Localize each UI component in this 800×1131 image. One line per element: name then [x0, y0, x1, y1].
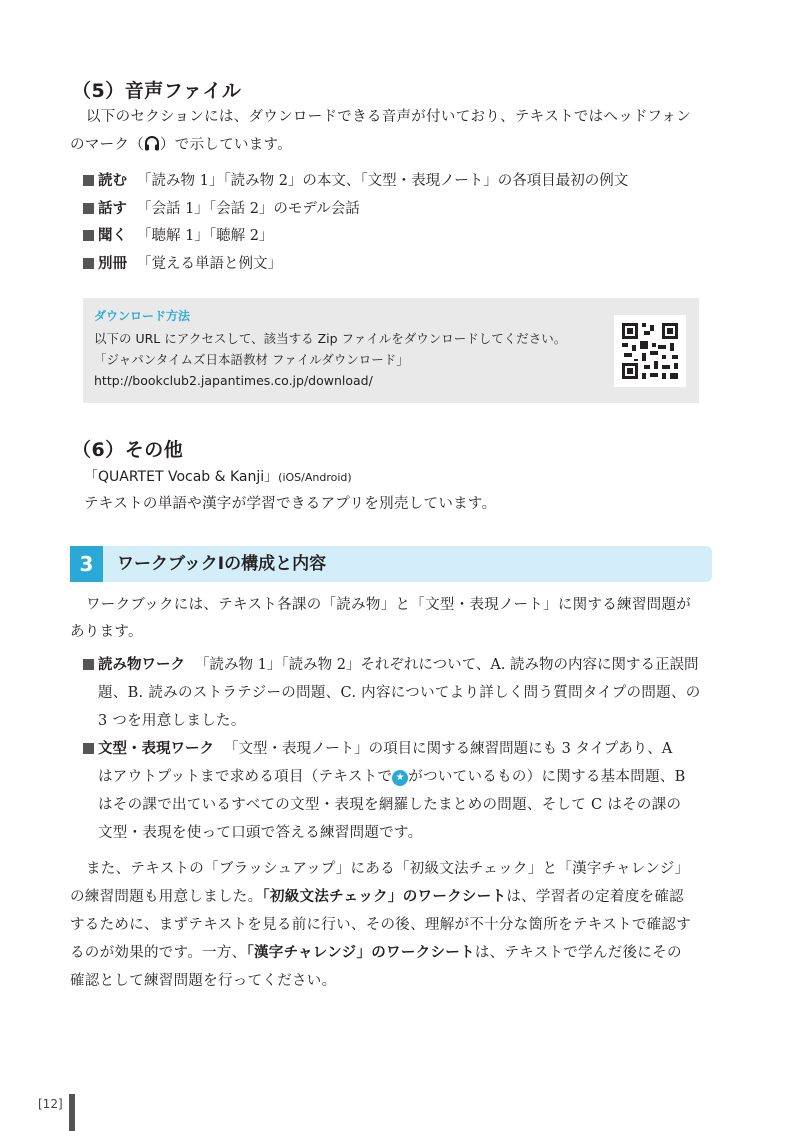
item-label: 話す [98, 201, 127, 217]
workbook-item-reading [83, 651, 699, 679]
item2-line2-post: がついているもの）に関する基本問題、B [408, 769, 686, 785]
bullet-square [83, 203, 94, 214]
para-line2-bold: 「初級文法チェック」のワークシート [262, 889, 507, 905]
item-text: 「会話 1」「会話 2」のモデル会話 [137, 201, 360, 217]
headphone-icon [144, 136, 160, 151]
section-5-intro-line1: 以下のセクションには、ダウンロードできる音声が付いており、テキストではヘッドフォン [86, 109, 692, 125]
item-label: 聞く [98, 228, 127, 244]
qr-code-icon[interactable] [614, 315, 686, 387]
bullet-square [83, 230, 94, 241]
item-text: 「覚える単語と例文」 [137, 256, 282, 272]
download-site-name: 「ジャパンタイムズ日本語教材 ファイルダウンロード」 [94, 352, 409, 367]
footer-edge-bar [69, 1094, 75, 1131]
section-6-text: テキストの単語や漢字が学習できるアプリを別売しています。 [84, 496, 497, 512]
item1-line2: 題、B. 読みのストラテジーの問題、C. 内容についてより詳しく問う質問タイプの問題、の [98, 685, 701, 701]
item-text: 「読み物 1」「読み物 2」の本文、「文型・表現ノート」の各項目最初の例文 [137, 173, 629, 189]
bullet-square [83, 743, 94, 754]
list-item [83, 251, 282, 278]
para-line2 [70, 883, 684, 911]
section-number: 3 [70, 546, 103, 582]
intro-line2-post: ）で示しています。 [160, 137, 293, 153]
app-platform: (iOS/Android) [278, 471, 352, 484]
item-label: 文型・表現ワーク [98, 741, 214, 757]
download-instruction: 以下の URL にアクセスして、該当する Zip ファイルをダウンロードしてください。 [94, 331, 567, 346]
list-item [83, 168, 628, 195]
para-line4-pre: るのが効果的です。一方、 [70, 945, 247, 961]
item1-line3: 3 つを用意しました。 [98, 713, 246, 729]
section-5-intro-line2 [70, 131, 292, 159]
bullet-square [83, 659, 94, 670]
bullet-square [83, 258, 94, 269]
item-text: 「読み物 1」「読み物 2」それぞれについて、A. 読み物の内容に関する正誤問 [195, 657, 699, 673]
download-url-link[interactable]: http://bookclub2.japantimes.co.jp/download/ [94, 373, 373, 388]
item-text: 「聴解 1」「聴解 2」 [137, 228, 274, 244]
item-label: 読み物ワーク [98, 657, 185, 673]
section-3-header-bar [70, 546, 712, 582]
intro-line2-pre: のマーク（ [70, 137, 144, 153]
workbook-item-grammar [83, 735, 672, 763]
section-5-heading: （5）音声ファイル [72, 80, 242, 102]
para-line2-pre: の練習問題も用意しました。 [70, 889, 263, 905]
para-line5: 確認として練習問題を行ってください。 [70, 973, 337, 989]
app-name: 「QUARTET Vocab & Kanji」 [84, 469, 279, 485]
section-3-intro-line2: あります。 [70, 624, 143, 640]
para-line1: また、テキストの「ブラッシュアップ」にある「初級文法チェック」と「漢字チャレンジ」 [86, 861, 690, 877]
item2-line4: 文型・表現を使って口頭で答える練習問題です。 [98, 825, 423, 841]
bullet-square [83, 175, 94, 186]
section-3-intro-line1: ワークブックには、テキスト各課の「読み物」と「文型・表現ノート」に関する練習問題が [86, 597, 692, 613]
para-line2-post: は、学習者の定着度を確認 [506, 889, 684, 905]
list-item [83, 196, 360, 223]
para-line3: するために、まずテキストを見る前に行い、その後、理解が不十分な箇所をテキストで確認す [70, 917, 692, 933]
page-number: [12] [38, 1097, 63, 1111]
item-label: 読む [98, 173, 127, 189]
para-line4-post: は、テキストで学んだ後にその [474, 945, 682, 961]
item2-line2-pre: はアウトプットまで求める項目（テキストで [98, 769, 393, 785]
para-line4-bold: 「漢字チャレンジ」のワークシート [246, 945, 475, 961]
download-title: ダウンロード方法 [94, 309, 191, 323]
download-box [83, 298, 699, 403]
item-text: 「文型・表現ノート」の項目に関する練習問題にも 3 タイプあり、A [224, 741, 673, 757]
section-6-heading: （6）その他 [72, 439, 184, 461]
item2-line3: はその課で出ているすべての文型・表現を網羅したまとめの問題、そして C はその課の [98, 797, 682, 813]
item2-line2 [98, 763, 686, 791]
star-icon: ★ [392, 770, 408, 786]
section-3-title: ワークブックⅠの構成と内容 [117, 554, 327, 574]
app-name-line [84, 466, 352, 486]
para-line4 [70, 939, 682, 967]
list-item [83, 223, 273, 250]
item-label: 別冊 [98, 256, 127, 272]
